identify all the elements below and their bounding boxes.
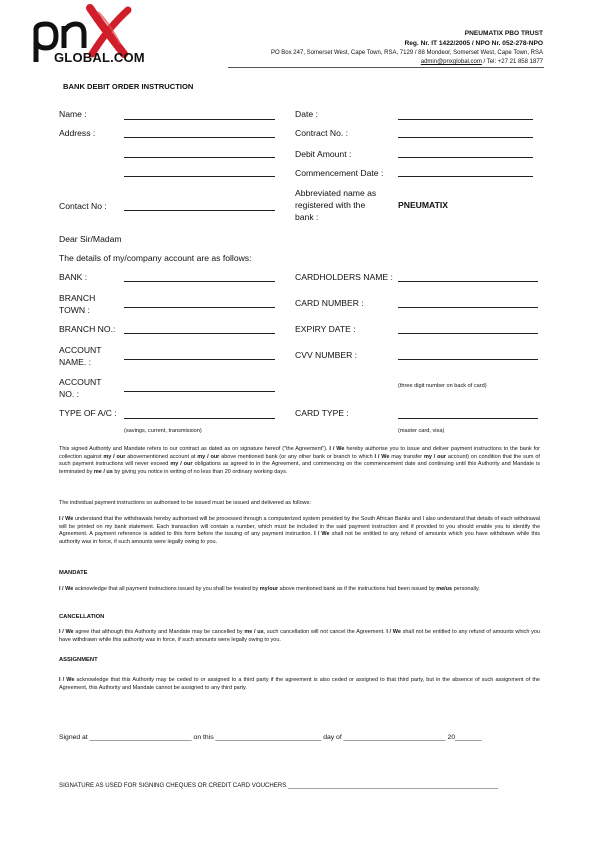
card-type-label: CARD TYPE : (295, 408, 349, 418)
card-number-field[interactable] (398, 307, 538, 308)
account-no-label-1: ACCOUNT (59, 377, 102, 387)
header-divider (228, 67, 544, 68)
contact-label: Contact No : (59, 201, 107, 211)
logo-wordmark: GLOBAL.COM (54, 50, 145, 65)
cvv-field[interactable] (398, 359, 538, 360)
form-title: BANK DEBIT ORDER INSTRUCTION (63, 82, 194, 91)
contract-label: Contract No. : (295, 128, 349, 138)
trust-name: PNEUMATIX PBO TRUST (464, 30, 543, 37)
abbrev-label-3: bank : (295, 212, 319, 222)
debit-amount-field[interactable] (398, 157, 533, 158)
contract-field[interactable] (398, 137, 533, 138)
terms-paragraph-1: This signed Authority and Mandate refers to our contract as dated as on signature hereof ("the Agreement"). I / We hereby authorise you to issue and deliver payment instructions to the bank for collection against my / our abovementioned account at my / our above mentioned bank (or any other bank or branch to which I / We may transfer my / our account) on condition that the sum of such payment instructions will never exceed my / our obligations as agreed to in the Agreement, and commencing on the commencement date and continuing until this Authority and Mandate is terminated by me / us by giving you notice in writing of no less than 20 ordinary working days. (59, 446, 540, 475)
abbrev-label-1: Abbreviated name as (295, 188, 377, 198)
salutation: Dear Sir/Madam (59, 234, 122, 244)
address-label: Address : (59, 128, 96, 138)
contact-field[interactable] (124, 210, 275, 211)
assignment-heading: ASSIGNMENT (59, 657, 98, 663)
bank-field[interactable] (124, 281, 275, 282)
terms-paragraph-3: I / We understand that the withdrawals hereby authorised will be processed through a computerized system provided by the South African Banks and I also understand that details of each withdrawal will be printed on my bank statement. Each transaction will contain a number, which must be included in the said payment instruction and if provided to you should enable you to identify the Agreement. A payment reference is added to this form before the issuing of any payment instruction. I / We shall not be entitled to any refund of amounts which you have withdrawn while this authority was in force, if such amounts were legally owing to you. (59, 516, 540, 545)
account-name-label-2: NAME. : (59, 357, 91, 367)
commencement-field[interactable] (398, 176, 533, 177)
card-type-field[interactable] (398, 418, 538, 419)
mandate-heading: MANDATE (59, 570, 88, 576)
type-ac-note: (savings, current, transmission) (124, 428, 202, 434)
address-line: PO Box 247, Somerset West, Cape Town, RSA, 7129 / 88 Mondeor, Somerset West, Cape Town, RSA (270, 50, 543, 56)
address-field-1[interactable] (124, 137, 275, 138)
branch-no-field[interactable] (124, 333, 275, 334)
debit-amount-label: Debit Amount : (295, 149, 352, 159)
name-label: Name : (59, 109, 87, 119)
account-no-field[interactable] (124, 391, 275, 392)
telephone: / Tel: +27 21 858 1877 (483, 59, 543, 65)
abbrev-label-2: registered with the (295, 200, 366, 210)
type-ac-field[interactable] (124, 418, 275, 419)
type-ac-label: TYPE OF A/C : (59, 408, 117, 418)
assignment-paragraph: I / We acknowledge that this Authority may be ceded to or assigned to a third party if the agreement is also ceded or assigned to that third party, but in the absence of such assignment of the Agreement, this Authority and Mandate cannot be assigned to any third party. (59, 677, 540, 691)
card-type-note: (master card, visa) (398, 428, 445, 434)
cardholders-field[interactable] (398, 281, 538, 282)
signed-at-line[interactable]: Signed at ___________________________ on this ____________________________ day of ___________________________ 20_______ (59, 734, 482, 741)
expiry-label: EXPIRY DATE : (295, 324, 356, 334)
card-number-label: CARD NUMBER : (295, 298, 364, 308)
cancellation-heading: CANCELLATION (59, 614, 105, 620)
branch-town-label-2: TOWN : (59, 305, 90, 315)
date-label: Date : (295, 109, 318, 119)
address-field-3[interactable] (124, 176, 275, 177)
terms-paragraph-2: The individual payment instructions so authorised to be issued must be issued and delivered as follows: (59, 500, 311, 506)
details-intro: The details of my/company account are as follows: (59, 253, 252, 263)
abbrev-value: PNEUMATIX (398, 200, 448, 210)
branch-town-label-1: BRANCH (59, 293, 96, 303)
name-field[interactable] (124, 119, 275, 120)
expiry-field[interactable] (398, 333, 538, 334)
address-field-2[interactable] (124, 157, 275, 158)
commencement-label: Commencement Date : (295, 168, 384, 178)
account-no-label-2: NO. : (59, 389, 80, 399)
contact-line (421, 59, 543, 65)
date-field[interactable] (398, 119, 533, 120)
email-link[interactable]: admin@pnxglobal.com (420, 59, 482, 65)
branch-town-field[interactable] (124, 307, 275, 308)
cardholders-label: CARDHOLDERS NAME : (295, 272, 393, 282)
cvv-label: CVV NUMBER : (295, 350, 358, 360)
cvv-note: (three digit number on back of card) (398, 383, 487, 389)
account-name-field[interactable] (124, 359, 275, 360)
account-name-label-1: ACCOUNT (59, 345, 102, 355)
logo (28, 4, 145, 70)
mandate-paragraph: I / We acknowledge that all payment instructions issued by you shall be treated by my/our above mentioned bank as if the instructions had been issued by me/us personally. (59, 586, 480, 592)
registration-line: Reg. Nr. IT 1422/2005 / NPO Nr. 052-278-NPO (404, 40, 543, 47)
cancellation-paragraph: I / We agree that although this Authority and Mandate may be cancelled by me / us, such cancellation will not cancel the Agreement. I / We shall not be entitled to any refund of amounts which you have withdrawn while this authority was in force, if such amounts were legally owing to you. (59, 629, 540, 643)
branch-no-label: BRANCH NO.: (59, 324, 116, 334)
bank-label: BANK : (59, 272, 88, 282)
signature-line[interactable]: SIGNATURE AS USED FOR SIGNING CHEQUES OR CREDIT CARD VOUCHERS ______________________________________________________________ (59, 782, 499, 789)
